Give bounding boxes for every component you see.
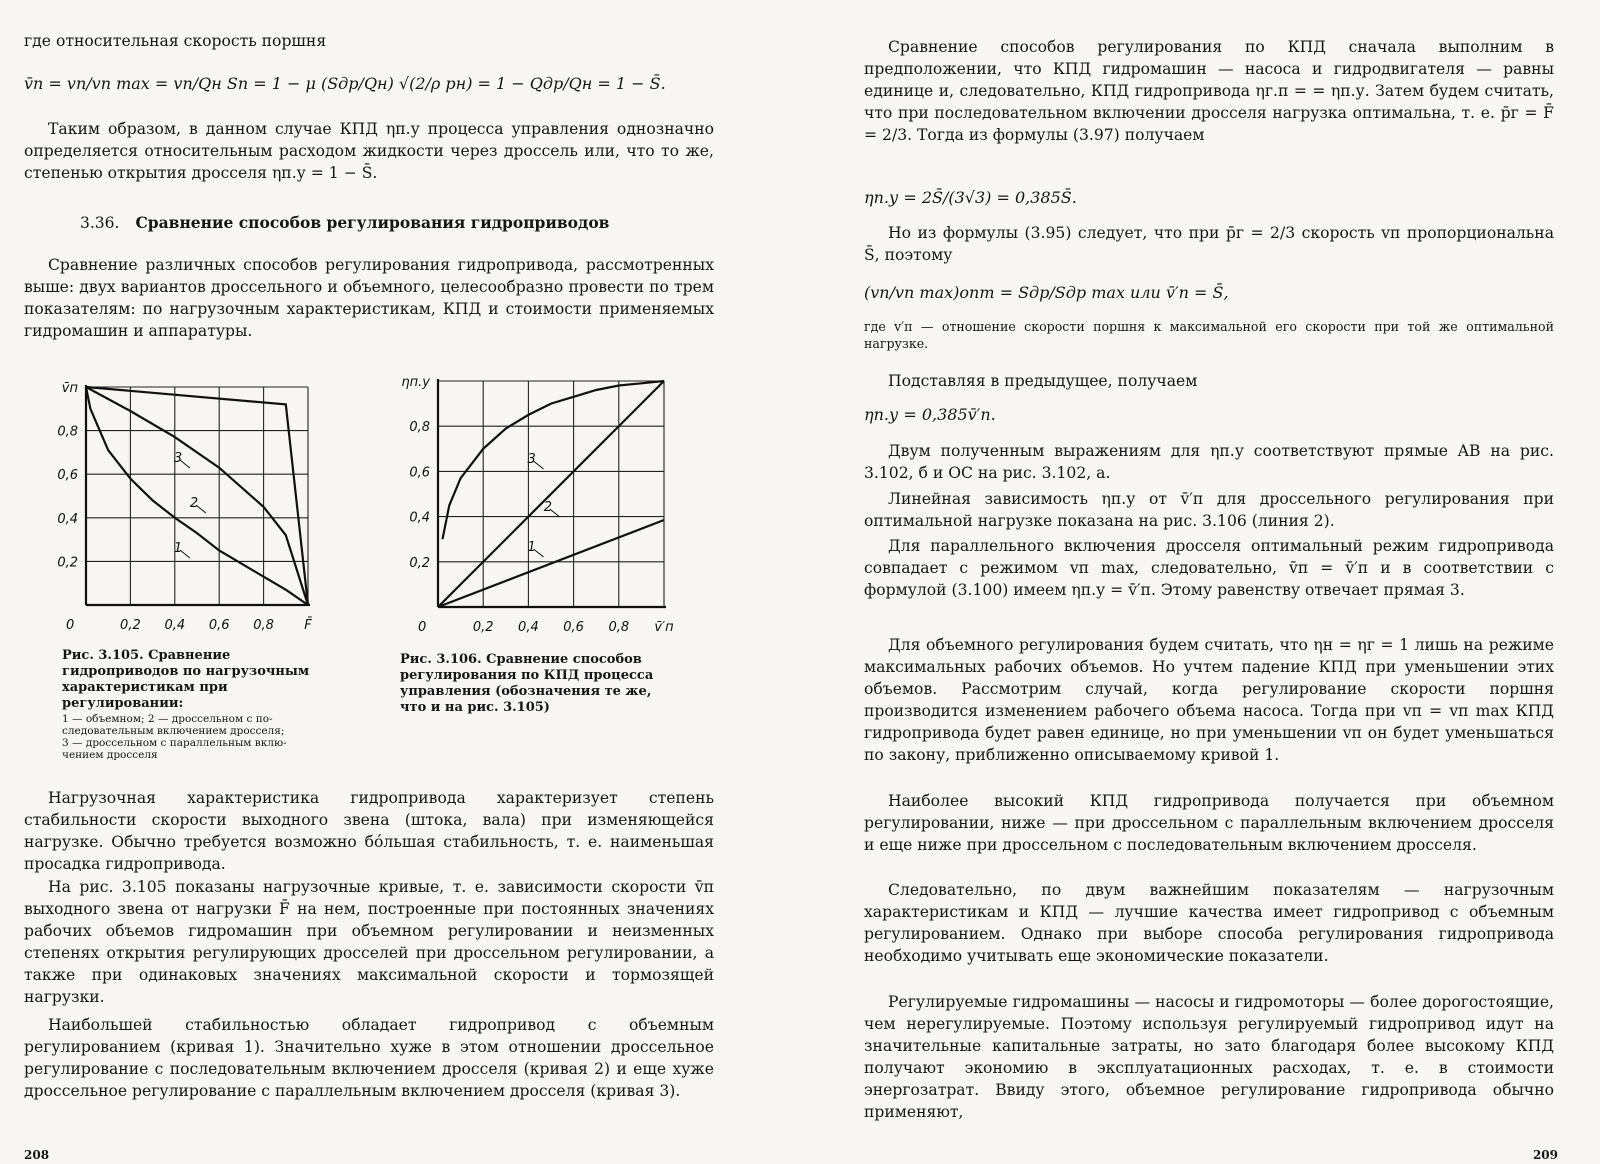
series-1-label: 1 <box>527 540 536 555</box>
paragraph-highest-efficiency: Наиболее высокий КПД гидропривода получается при объемном регулировании, ниже — при дроссельном с параллельным включением дросселя и еще ниже при дроссельном с последовательным включением дросселя. <box>864 792 1554 854</box>
paragraph-stability: Наибольшей стабильностью обладает гидропривод с объемным регулированием (кривая 1). Значительно хуже в этом отношении дроссельное регулирование с последовательным включением дросселя (кривая 2) и еще хуже дроссельное регулирование с параллельным включением дросселя (кривая 3). <box>24 1016 714 1100</box>
x-tick-label: 0,8 <box>253 618 274 633</box>
note-optimal-velocity: где v′п — отношение скорости поршня к максимальной его скорости при той же оптимальной нагрузке. <box>864 319 1554 351</box>
y-tick-label: ηп.у <box>401 375 430 390</box>
x-tick-label: 0,6 <box>563 620 584 635</box>
paragraph-parallel-throttle: Для параллельного включения дросселя оптимальный режим гидропривода совпадает с режимом vп max, следовательно, v̄п = v̄′п и в соответствии с формулой (3.100) имеем ηп.у = v̄′п. Этому равенству отвечает прямая 3. <box>864 537 1554 599</box>
series-1-label: 1 <box>173 541 183 556</box>
x-tick-label: 0 <box>418 620 427 635</box>
paragraph-lines-ab-oc: Двум полученным выражениям для ηп.у соответствуют прямые AB на рис. 3.102, б и OC на рис. 3.102, а. <box>864 442 1554 482</box>
paragraph-formula-395: Но из формулы (3.95) следует, что при p̄г = 2/3 скорость vп пропорциональна S̄, поэтому <box>864 224 1554 264</box>
series-3-line <box>438 381 664 607</box>
x-tick-label: F̄ <box>304 618 312 633</box>
y-tick-label: 0,2 <box>57 555 78 571</box>
formula-efficiency-velocity: ηп.у = 0,385v̄′п. <box>864 405 996 424</box>
right-page <box>800 0 1600 1164</box>
x-tick-label: 0,6 <box>208 618 230 633</box>
legend-line: 1 — объемном; 2 — дроссельном с по- <box>62 713 273 725</box>
y-tick-label: 0,2 <box>409 555 430 571</box>
x-tick-label: 0,4 <box>518 620 539 635</box>
y-tick-label: 0,8 <box>409 420 430 436</box>
paragraph-substituting: Подставляя в предыдущее, получаем <box>888 372 1198 390</box>
formula-efficiency-series: ηп.у = 2S̄/(3√3) = 0,385S̄. <box>864 188 1077 207</box>
paragraph-volumetric: Для объемного регулирования будем считать, что ηн = ηг = 1 лишь на режиме максимальных рабочих объемов. Но учтем падение КПД при уменьшении этих объемов. Рассмотрим случай, когда регулирование скорости поршня производится изменением рабочего объема насоса. Тогда при vп = vп max КПД гидропривода будет равен единице, но при уменьшении vп он будет уменьшаться по закону, приближенно описываемому кривой 1. <box>864 636 1554 764</box>
legend-line: 3 — дроссельном с параллельным вклю- <box>62 737 287 749</box>
legend-line: чением дросселя <box>62 749 158 761</box>
figure-3-106-caption: Рис. 3.106. Сравнение способов регулирования по КПД процесса управления (обозначения те же, что и на рис. 3.105) <box>400 652 654 715</box>
y-tick-label: 0,4 <box>57 511 78 527</box>
paragraph-economics: Регулируемые гидромашины — насосы и гидромоторы — более дорогостоящие, чем нерегулируемые. Поэтому используя регулируемый гидропривод идут на значительные капитальные затраты, но зато благодаря более высокому КПД получают экономию в эксплуатационных расходах, т. е. в стоимости энергозатрат. Ввиду этого, объемное регулирование гидропривода обычно применяют, <box>864 993 1554 1121</box>
paragraph-efficiency-comparison: Сравнение способов регулирования по КПД сначала выполним в предположении, что КПД гидромашин — насоса и гидродвигателя — равны единице и, следовательно, КПД гидропривода ηг.п = = ηп.у. Затем будем считать, что при последовательном включении дросселя нагрузка оптимальна, т. е. p̄г = F̄ = 2/3. Тогда из формулы (3.97) получаем <box>864 38 1554 144</box>
formula-relative-velocity: v̄п = vп/vп max = vп/Qн Sп = 1 − μ (Sдр/Qн) √(2/ρ pн) = 1 − Qдр/Qн = 1 − S̄. <box>24 74 666 93</box>
formula-optimal-velocity: (vп/vп max)опт = Sдр/Sдр max или v̄′п = S̄, <box>864 283 1229 302</box>
paragraph-compare: Сравнение различных способов регулирования гидропривода, рассмотренных выше: двух вариантов дроссельного и объемного, целесообразно провести по трем показателям: по нагрузочным характеристикам, КПД и стоимости применяемых гидромашин и аппаратуры. <box>24 256 714 340</box>
paragraph-load-curves: На рис. 3.105 показаны нагрузочные кривые, т. е. зависимости скорости v̄п выходного звена от нагрузки F̄ на нем, построенные при постоянных значениях рабочих объемов гидромашин при объемном регулировании и неизменных степенях открытия регулирующих дросселей при дроссельном регулировании, а также при одинаковых значениях максимальной скорости и тормозящей нагрузки. <box>24 878 714 1006</box>
series-2-label: 2 <box>189 496 199 511</box>
page-number-left: 208 <box>24 1148 50 1162</box>
figure-3-105-legend <box>62 713 287 761</box>
x-tick-label: 0,8 <box>608 620 630 635</box>
intro-line: где относительная скорость поршня <box>24 32 327 50</box>
paragraph-conclusion: Следовательно, по двум важнейшим показателям — нагрузочным характеристикам и КПД — лучшие качества имеет гидропривод с объемным регулированием. Однако при выборе способа регулирования гидропривода необходимо учитывать еще экономические показатели. <box>864 881 1554 965</box>
figure-3-106-chart <box>398 375 698 645</box>
figure-3-105-chart <box>48 375 338 645</box>
paragraph-efficiency: Таким образом, в данном случае КПД ηп.у процесса управления однозначно определяется относительным расходом жидкости через дроссель или, что то же, степенью открытия дросселя ηп.у = 1 − S̄. <box>24 120 714 182</box>
series-2-line <box>438 520 664 607</box>
section-title: Сравнение способов регулирования гидроприводов <box>135 213 610 232</box>
paragraph-load-characteristic: Нагрузочная характеристика гидропривода характеризует степень стабильности скорости выходного звена (штока, вала) при изменяющейся нагрузке. Обычно требуется возможно бо́льшая стабильность, т. е. наименьшая просадка гидропривода. <box>24 789 714 873</box>
figure-3-105-caption: Рис. 3.105. Сравнение гидроприводов по нагрузочным характеристикам при регулировании: <box>62 648 310 711</box>
series-3-label: 3 <box>527 452 536 467</box>
series-3-label: 3 <box>173 451 183 466</box>
y-tick-label: 0,4 <box>409 510 430 526</box>
section-heading <box>80 213 609 232</box>
y-tick-label: v̄п <box>61 381 78 396</box>
x-tick-label: 0 <box>66 618 75 633</box>
section-number: 3.36. <box>80 214 120 232</box>
x-tick-label: 0,2 <box>472 620 494 635</box>
y-tick-label: 0,6 <box>409 465 430 481</box>
x-tick-label: 0,4 <box>164 618 186 633</box>
x-tick-label: 0,2 <box>120 618 141 633</box>
legend-line: следовательным включением дросселя; <box>62 725 285 737</box>
paragraph-linear-dependence: Линейная зависимость ηп.у от v̄′п для дроссельного регулирования при оптимальной нагрузке показана на рис. 3.106 (линия 2). <box>864 490 1554 530</box>
x-tick-label: v̄′п <box>654 620 674 635</box>
series-2-label: 2 <box>543 500 553 515</box>
y-tick-label: 0,8 <box>57 424 78 440</box>
series-1-line <box>443 381 665 539</box>
y-tick-label: 0,6 <box>57 468 78 484</box>
page-number-right: 209 <box>1532 1148 1558 1162</box>
